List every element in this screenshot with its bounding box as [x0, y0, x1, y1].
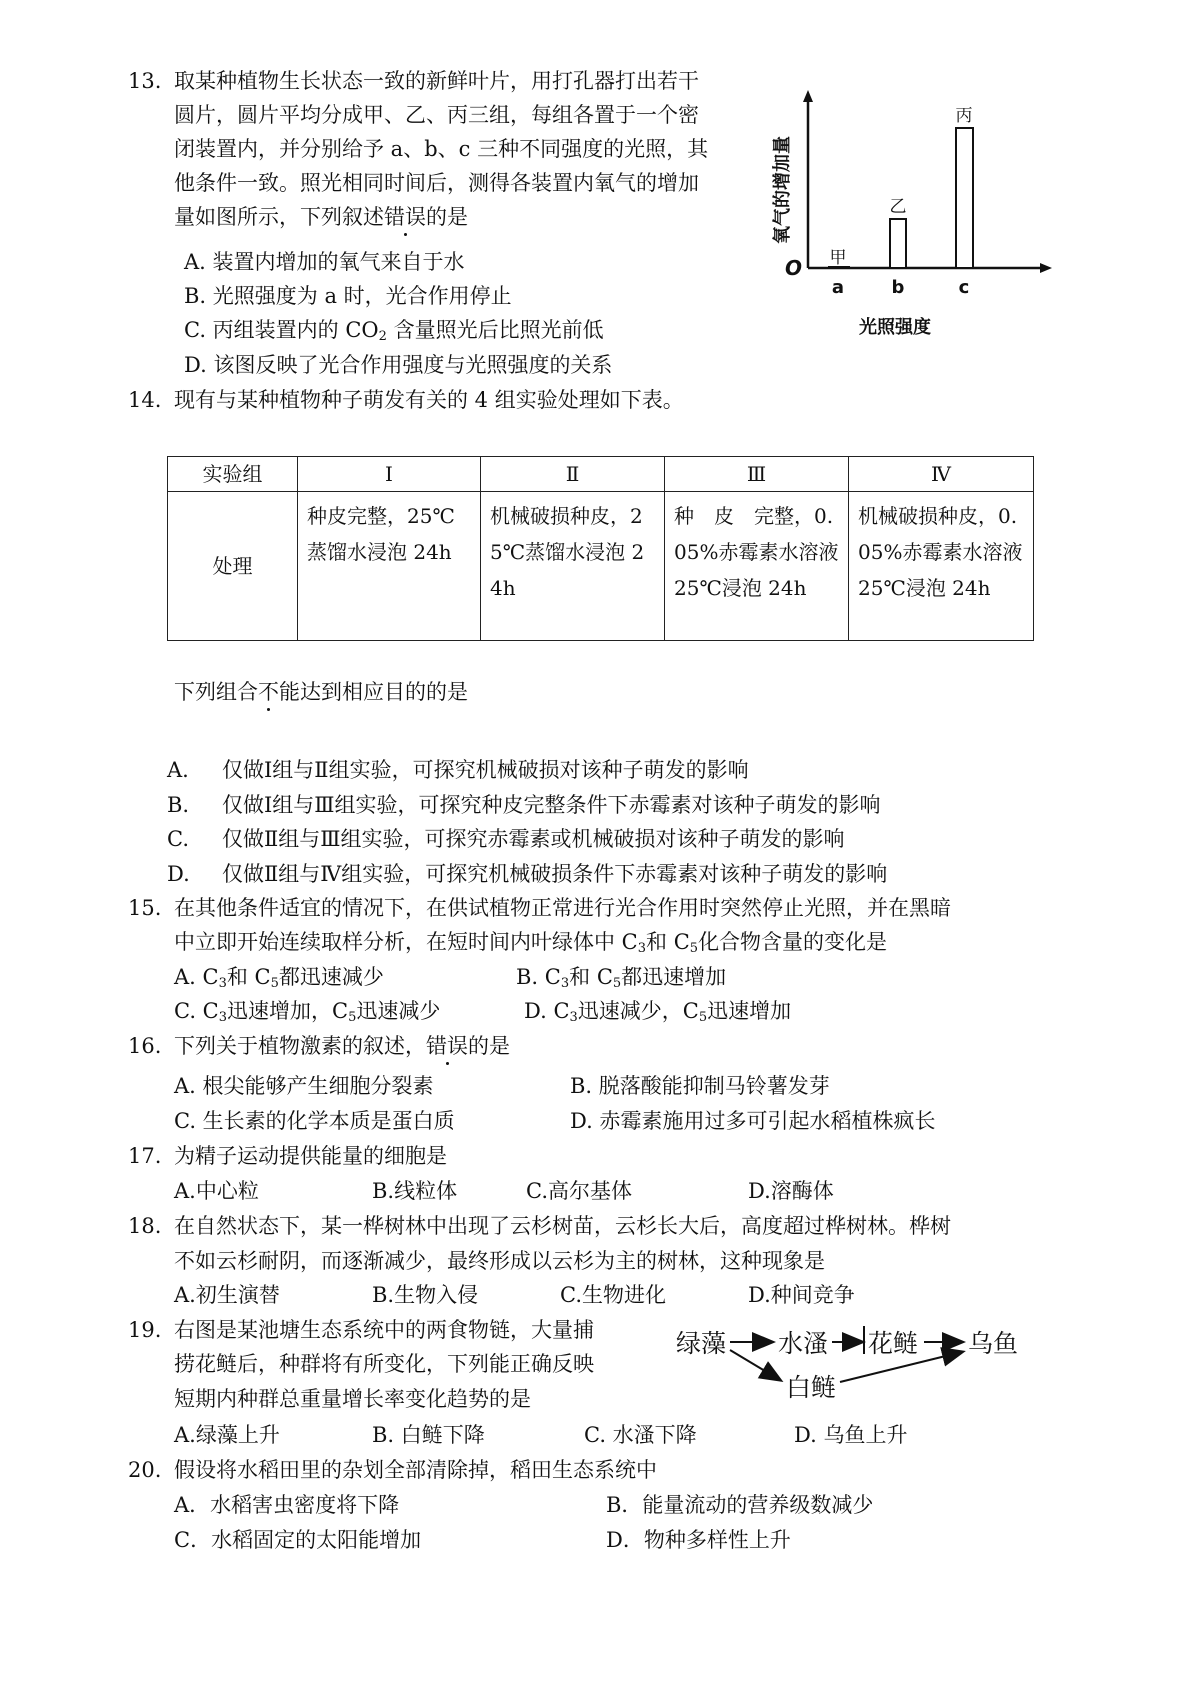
arrow-algae-to-silver — [730, 1350, 780, 1380]
stem-line: 圆片，圆片平均分成甲、乙、丙三组，每组各置于一个密 — [174, 103, 699, 127]
stem-line: 在其他条件适宜的情况下，在供试植物正常进行光合作用时突然停止光照，并在黑暗 — [174, 896, 951, 920]
option-d: D. 乌鱼上升 — [794, 1423, 908, 1447]
node-snakehead: 乌鱼 — [968, 1329, 1019, 1358]
table-cell: 种 皮 完整，0.05%赤霉素水溶液 25℃浸泡 24h — [665, 492, 849, 641]
x-tick-c: c — [958, 277, 970, 298]
question-number: 18. — [128, 1214, 162, 1238]
option-letter: D. — [167, 862, 190, 886]
option-c: 仅做Ⅱ组与Ⅲ组实验，可探究赤霉素或机械破损对该种子萌发的影响 — [222, 827, 845, 851]
question-number: 20. — [128, 1458, 162, 1482]
node-bighead-carp: 花鲢 — [868, 1329, 919, 1358]
option-b: 仅做Ⅰ组与Ⅲ组实验，可探究种皮完整条件下赤霉素对该种子萌发的影响 — [222, 793, 881, 817]
option-a: A.初生演替 — [174, 1283, 280, 1307]
option-a: A．水稻害虫密度将下降 — [174, 1493, 400, 1517]
x-axis-label: 光照强度 — [859, 317, 931, 338]
stem-line: 右图是某池塘生态系统中的两食物链，大量捕 — [174, 1318, 594, 1342]
option-letter: A. — [167, 758, 189, 782]
question-number: 16. — [128, 1034, 162, 1058]
table-header-row — [168, 457, 1034, 492]
option-b: B. $C_3$和 $C_5$都迅速增加 — [516, 965, 727, 991]
node-silver-carp: 白鲢 — [786, 1373, 837, 1402]
option-c: C.生物进化 — [560, 1283, 666, 1307]
question-line: 下列组合不能达到相应目的的是 — [174, 680, 468, 704]
option-a: A. $C_3$和 $C_5$都迅速减少 — [174, 965, 384, 991]
option-b: B. 白鲢下降 — [372, 1423, 485, 1447]
bar-bing — [956, 128, 973, 268]
bar-yi — [890, 219, 906, 268]
stem-line: 下列关于植物激素的叙述，错误的是 — [174, 1034, 510, 1058]
option-a: A.绿藻上升 — [174, 1423, 280, 1447]
table-header-cell: 实验组 — [168, 457, 298, 492]
option-a: A. 根尖能够产生细胞分裂素 — [174, 1074, 434, 1098]
stem-line: 捞花鲢后，种群将有所变化，下列能正确反映 — [174, 1352, 594, 1376]
table-cell: 机械破损种皮，0.05%赤霉素水溶液 25℃浸泡 24h — [849, 492, 1034, 641]
stem-line: 量如图所示，下列叙述错误的是 — [174, 205, 468, 229]
bar-label-yi: 乙 — [889, 197, 907, 217]
table-header-cell: Ⅳ — [849, 457, 1034, 492]
option-d: 仅做Ⅱ组与Ⅳ组实验，可探究机械破损条件下赤霉素对该种子萌发的影响 — [222, 862, 888, 886]
stem-line: 现有与某种植物种子萌发有关的 4 组实验处理如下表。 — [174, 388, 684, 412]
x-axis-arrow — [1040, 263, 1052, 273]
stem-line: 他条件一致。照光相同时间后，测得各装置内氧气的增加 — [174, 171, 699, 195]
origin-label: O — [785, 256, 803, 280]
row-label: 处理 — [168, 492, 298, 641]
option-d: D. $C_3$迅速减少，$C_5$迅速增加 — [524, 999, 792, 1025]
emphasis-text: 不 — [258, 680, 279, 704]
table-header-cell: Ⅱ — [481, 457, 665, 492]
experiment-table — [167, 456, 1034, 641]
emphasis-text: 错误 — [426, 1034, 468, 1058]
question-number: 14. — [128, 388, 162, 412]
option-c: C. 水溞下降 — [584, 1423, 697, 1447]
option-d: D．物种多样性上升 — [606, 1528, 791, 1552]
option-d: D. 赤霉素施用过多可引起水稻植株疯长 — [570, 1109, 936, 1133]
bar-label-jia: 甲 — [829, 248, 847, 268]
option-c: C．水稻固定的太阳能增加 — [174, 1528, 422, 1552]
option-letter: B. — [167, 793, 190, 817]
emphasis-text: 错误 — [384, 205, 426, 229]
question-number: 13. — [128, 69, 162, 93]
option-a: A. 装置内增加的氧气来自于水 — [184, 250, 465, 274]
node-green-algae: 绿藻 — [676, 1329, 727, 1358]
option-c: C.高尔基体 — [526, 1179, 632, 1203]
option-c: C. $C_3$迅速增加，$C_5$迅速减少 — [174, 999, 441, 1025]
option-d: D. 该图反映了光合作用强度与光照强度的关系 — [184, 353, 613, 377]
table-cell: 种皮完整，25℃蒸馏水浸泡 24h — [298, 492, 481, 641]
stem-line: 取某种植物生长状态一致的新鲜叶片，用打孔器打出若干 — [174, 69, 699, 93]
option-b: B.生物入侵 — [372, 1283, 479, 1307]
x-tick-b: b — [891, 277, 905, 298]
stem-line: 闭装置内，并分别给予 a、b、c 三种不同强度的光照，其 — [174, 137, 709, 161]
node-daphnia: 水溞 — [778, 1329, 829, 1358]
option-d: D.溶酶体 — [748, 1179, 834, 1203]
table-row — [168, 492, 1034, 641]
table-cell: 机械破损种皮，25℃蒸馏水浸泡 24h — [481, 492, 665, 641]
x-tick-a: a — [831, 277, 845, 298]
stem-line: 短期内种群总重量增长率变化趋势的是 — [174, 1387, 531, 1411]
bar-label-bing: 丙 — [955, 106, 973, 126]
option-c: C. 丙组装置内的 $CO_2$ 含量照光后比照光前低 — [184, 318, 604, 344]
stem-line: 为精子运动提供能量的细胞是 — [174, 1144, 447, 1168]
option-b: B. 光照强度为 a 时，光合作用停止 — [184, 284, 512, 308]
option-b: B.线粒体 — [372, 1179, 458, 1203]
oxygen-bar-chart — [760, 88, 1060, 350]
y-axis-arrow — [803, 90, 813, 102]
y-axis-label: 氧气的增加量 — [772, 136, 793, 244]
option-a: 仅做Ⅰ组与Ⅱ组实验，可探究机械破损对该种子萌发的影响 — [222, 758, 749, 782]
food-web-diagram — [672, 1318, 1062, 1408]
stem-line: 在自然状态下，某一桦树林中出现了云杉树苗，云杉长大后，高度超过桦树林。桦树 — [174, 1214, 951, 1238]
question-number: 17. — [128, 1144, 162, 1168]
stem-line: 假设将水稻田里的杂划全部清除掉，稻田生态系统中 — [174, 1458, 657, 1482]
option-letter: C. — [167, 827, 189, 851]
table-header-cell: Ⅰ — [298, 457, 481, 492]
option-d: D.种间竞争 — [748, 1283, 855, 1307]
option-b: B. 脱落酸能抑制马铃薯发芽 — [570, 1074, 830, 1098]
option-c: C. 生长素的化学本质是蛋白质 — [174, 1109, 455, 1133]
table-header-cell: Ⅲ — [665, 457, 849, 492]
option-b: B．能量流动的营养级数减少 — [606, 1493, 874, 1517]
stem-line: 不如云杉耐阴，而逐渐减少，最终形成以云杉为主的树林，这种现象是 — [174, 1249, 825, 1273]
question-number: 15. — [128, 896, 162, 920]
question-number: 19. — [128, 1318, 162, 1342]
option-a: A.中心粒 — [174, 1179, 259, 1203]
stem-line: 中立即开始连续取样分析，在短时间内叶绿体中 $C_3$和 $C_5$化合物含量的变化是 — [174, 930, 888, 956]
